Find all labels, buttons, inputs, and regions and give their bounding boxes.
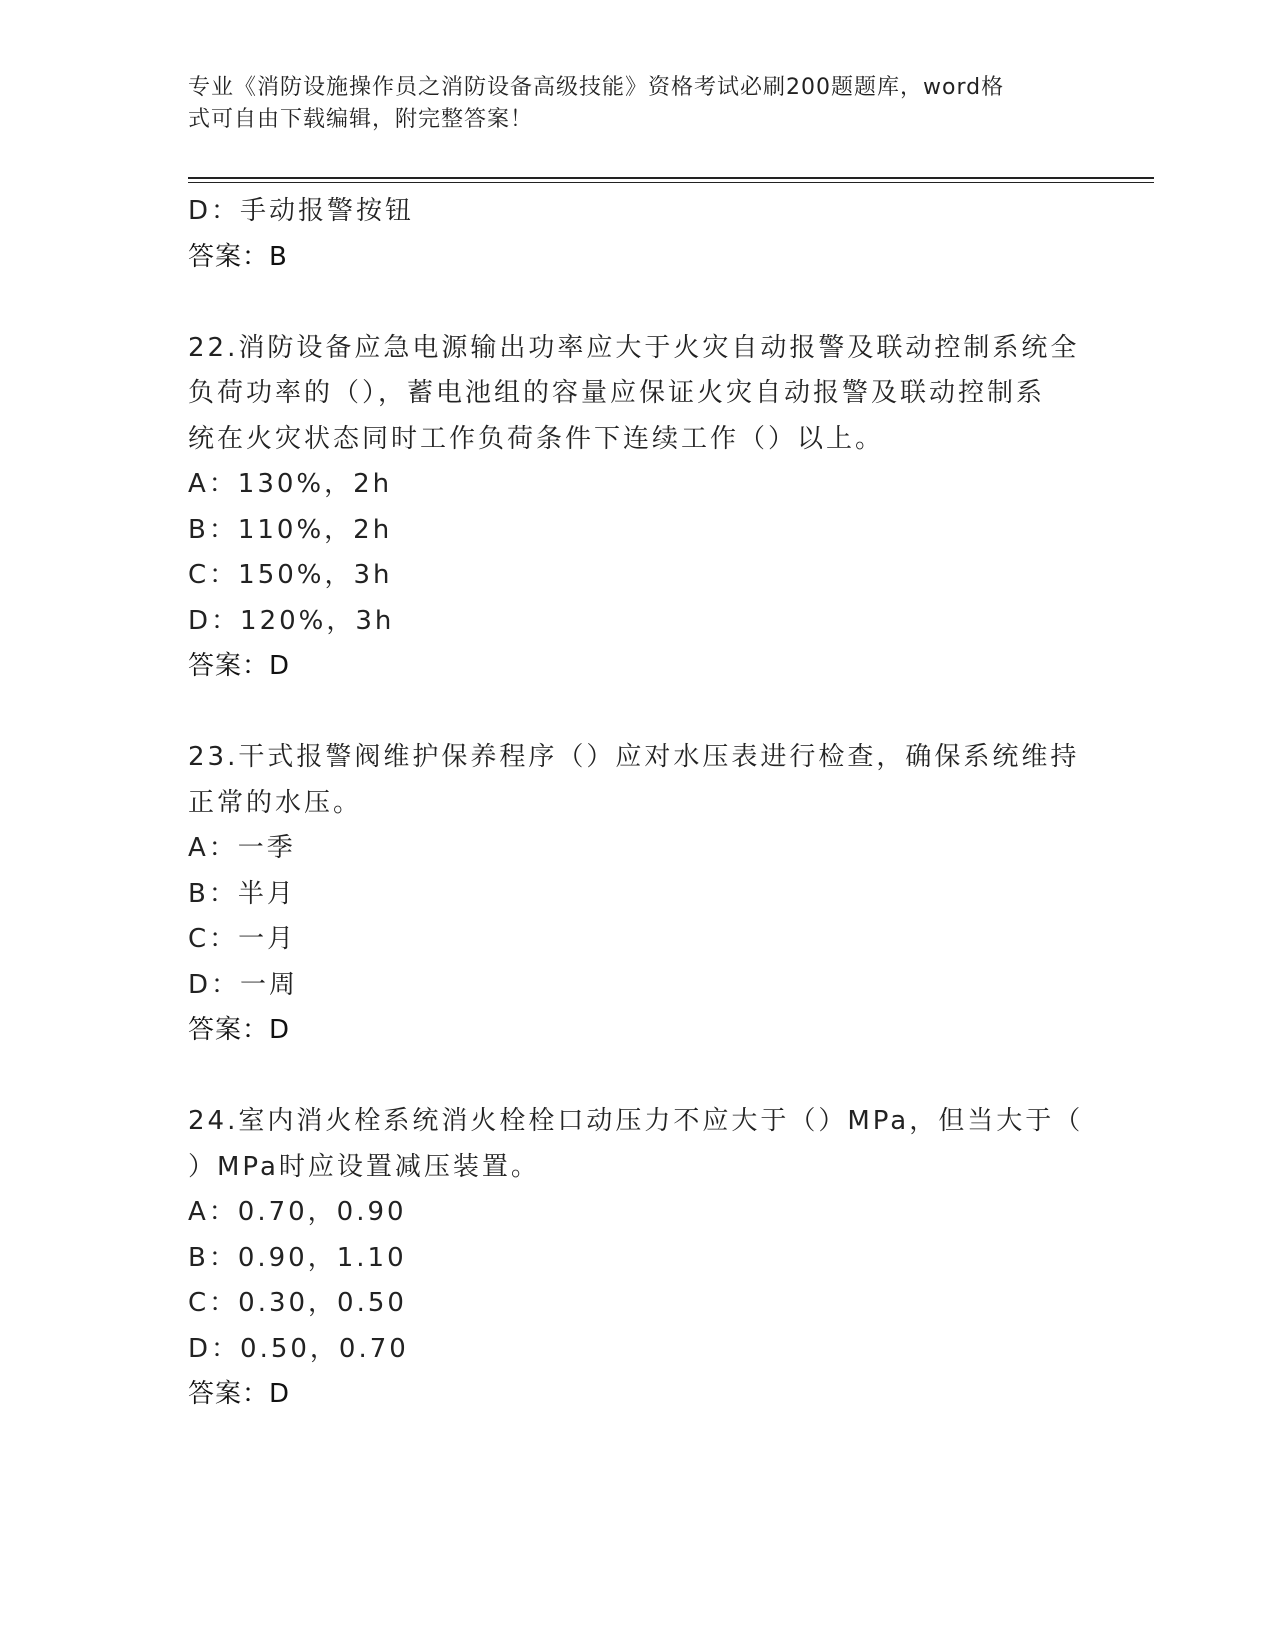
header-line-2: 式可自由下载编辑，附完整答案！ [188,107,534,132]
question-line: 负荷功率的（），蓄电池组的容量应保证火灾自动报警及联动控制系 [188,378,1046,408]
question-list [188,189,1088,1418]
option-b: B：110%，2h [188,514,393,545]
option-d: D：120%，3h [188,605,395,636]
question-line: 22.消防设备应急电源输出功率应大于火灾自动报警及联动控制系统全 [188,332,1080,363]
option-c: C：150%，3h [188,560,393,590]
question-line: 正常的水压。 [188,787,363,818]
question-line: 统在火灾状态同时工作负荷条件下连续工作（）以上。 [188,423,885,454]
header-divider-thick [188,177,1154,179]
option-c: C：0.30，0.50 [188,1288,407,1318]
spacer [188,690,1088,736]
prev-answer: 答案：B [188,241,288,272]
question-line: ）MPa时应设置减压装置。 [188,1151,540,1182]
question-24 [188,1099,1088,1418]
option-d: D：0.50，0.70 [188,1333,409,1364]
option-a: A：一季 [188,833,296,863]
question-text [188,1099,1088,1190]
question-line: 24.室内消火栓系统消火栓栓口动压力不应大于（）MPa，但当大于（ [188,1106,1084,1136]
spacer [188,280,1088,326]
question-23 [188,735,1088,1054]
header-line-1: 专业《消防设施操作员之消防设备高级技能》资格考试必刷200题题库，word格 [188,75,1005,100]
question-line: 23.干式报警阀维护保养程序（）应对水压表进行检查，确保系统维持 [188,742,1080,772]
answer: 答案：D [188,1379,291,1409]
option-d: D：一周 [188,969,299,1000]
option-a: A：0.70，0.90 [188,1197,407,1227]
option-c: C：一月 [188,924,297,954]
answer: 答案：D [188,1015,291,1045]
prev-option-d: D：手动报警按钮 [188,196,415,226]
option-b: B：半月 [188,878,296,909]
header-divider-thin [188,182,1154,183]
spacer [188,1054,1088,1100]
option-a: A：130%，2h [188,469,393,499]
option-b: B：0.90，1.10 [188,1242,407,1273]
question-text [188,735,1088,826]
answer: 答案：D [188,651,291,681]
document-header [188,72,1068,136]
question-22 [188,326,1088,690]
question-text [188,326,1088,463]
